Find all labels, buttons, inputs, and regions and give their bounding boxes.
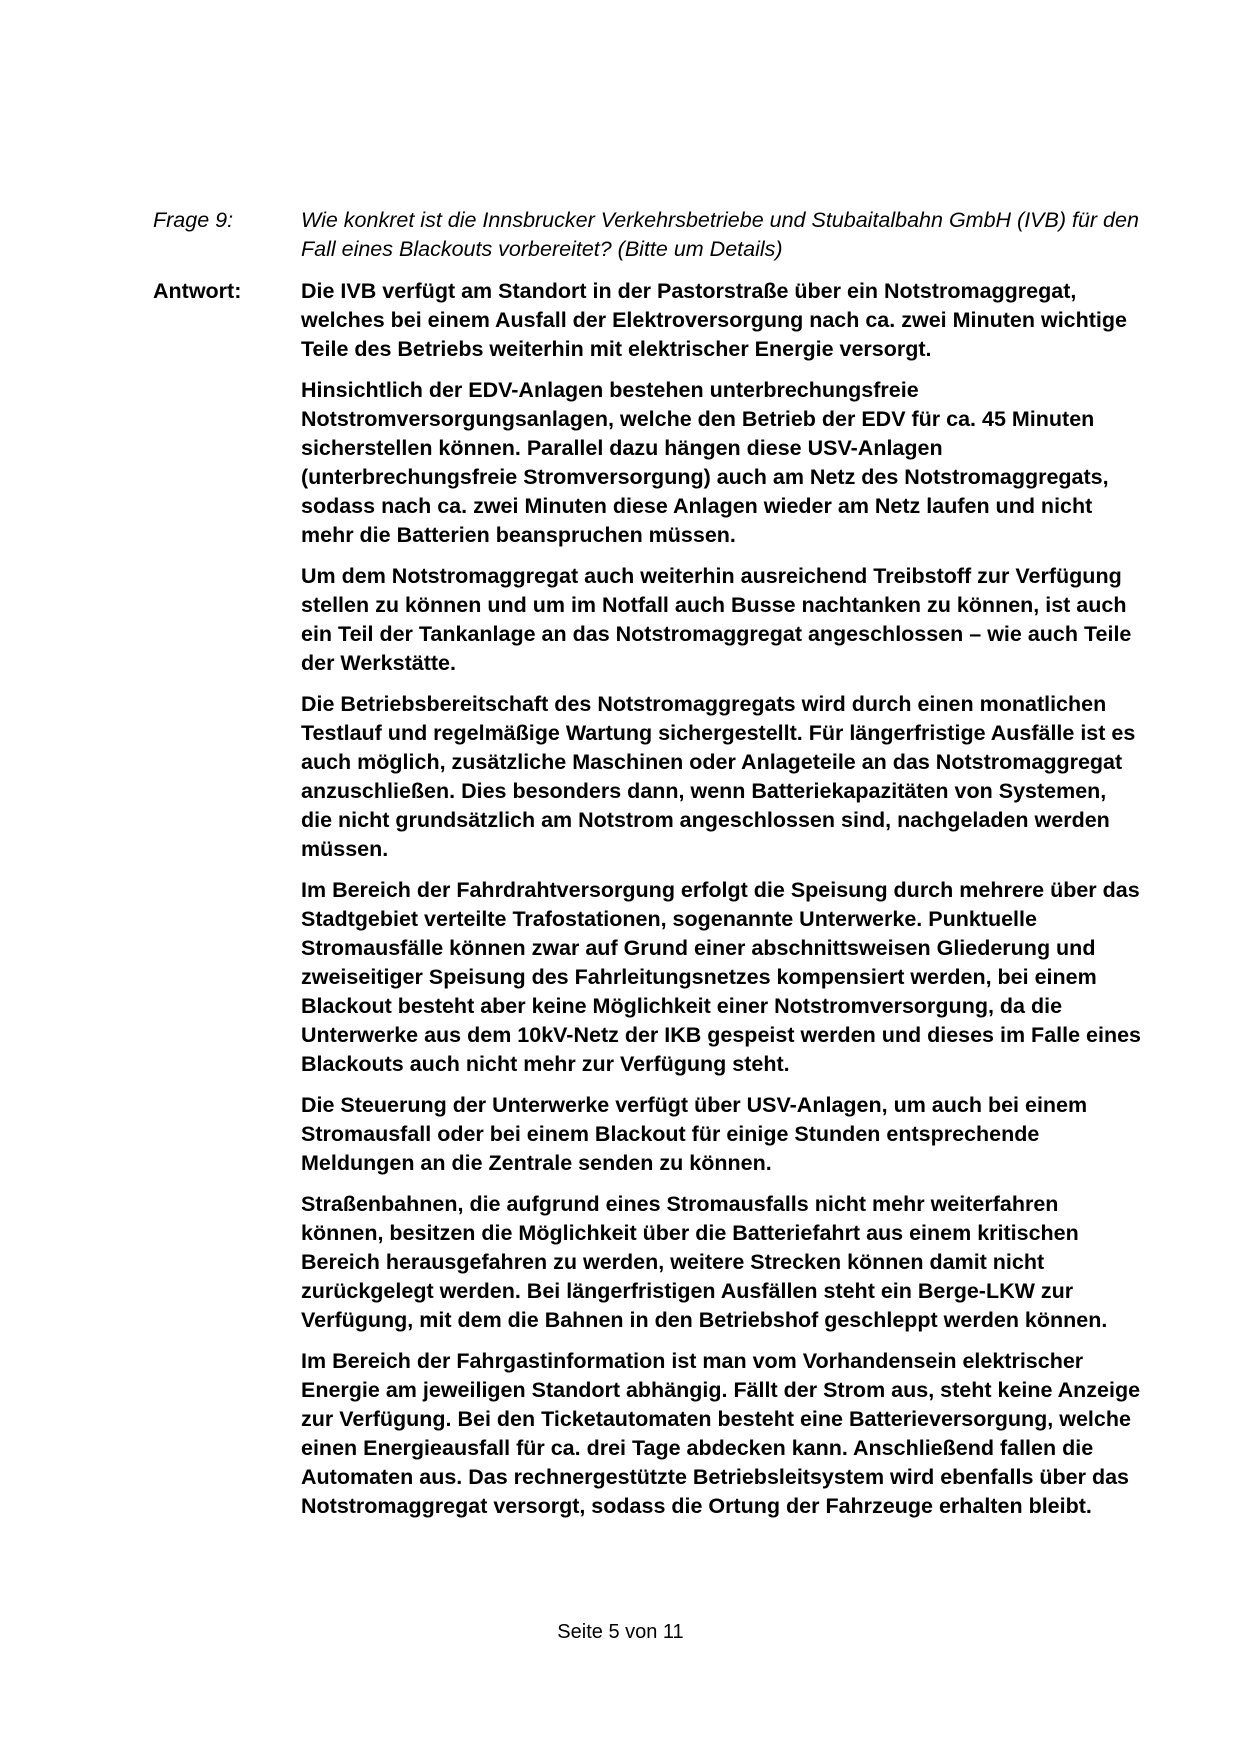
page-number: Seite 5 von 11: [557, 1621, 684, 1643]
answer-paragraph: Hinsichtlich der EDV-Anlagen bestehen unterbrechungsfreie Notstromversorgungsanlagen, welche den Betrieb der EDV für ca. 45 Minuten sicherstellen können. Parallel dazu hängen diese USV-Anlagen (unterbrechungsfreie Stromversorgung) auch am Netz des Notstromaggregats, sodass nach ca. zwei Minuten diese Anlagen wieder am Netz laufen und nicht mehr die Batterien beanspruchen müssen.: [301, 378, 1109, 547]
answer-body: [301, 277, 1143, 1533]
answer-paragraph: Die IVB verfügt am Standort in der Pastorstraße über ein Notstromaggregat, welches bei einem Ausfall der Elektroversorgung nach ca. zwei Minuten wichtige Teile des Betriebs weiterhin mit elektrischer Energie versorgt.: [301, 279, 1127, 361]
question-text: Wie konkret ist die Innsbrucker Verkehrsbetriebe und Stubaitalbahn GmbH (IVB) für den Fall eines Blackouts vorbereitet? (Bitte um Details): [301, 208, 1139, 261]
answer-paragraph: Die Betriebsbereitschaft des Notstromaggregats wird durch einen monatlichen Testlauf und regelmäßige Wartung sichergestellt. Für längerfristige Ausfälle ist es auch möglich, zusätzliche Maschinen oder Anlageteile an das Notstromaggregat anzuschließen. Dies besonders dann, wenn Batteriekapazitäten von Systemen, die nicht grundsätzlich am Notstrom angeschlossen sind, nachgeladen werden müssen.: [301, 692, 1136, 861]
question-label: Frage 9:: [153, 208, 234, 232]
answer-paragraph: Um dem Notstromaggregat auch weiterhin ausreichend Treibstoff zur Verfügung stellen zu können und um im Notfall auch Busse nachtanken zu können, ist auch ein Teil der Tankanlage an das Notstromaggregat angeschlossen – wie auch Teile der Werkstätte.: [301, 564, 1132, 675]
answer-paragraph: Straßenbahnen, die aufgrund eines Stromausfalls nicht mehr weiterfahren können, besitzen die Möglichkeit über die Batteriefahrt aus einem kritischen Bereich herausgefahren zu werden, weitere Strecken können damit nicht zurückgelegt werden. Bei längerfristigen Ausfällen steht ein Berge-LKW zur Verfügung, mit dem die Bahnen in den Betriebshof geschleppt werden können.: [301, 1192, 1108, 1332]
answer-paragraph: Die Steuerung der Unterwerke verfügt über USV-Anlagen, um auch bei einem Stromausfall oder bei einem Blackout für einige Stunden entsprechende Meldungen an die Zentrale senden zu können.: [301, 1093, 1088, 1175]
answer-paragraph: Im Bereich der Fahrdrahtversorgung erfolgt die Speisung durch mehrere über das Stadtgebiet verteilte Trafostationen, sogenannte Unterwerke. Punktuelle Stromausfälle können zwar auf Grund einer abschnittsweisen Gliederung und zweiseitiger Speisung des Fahrleitungsnetzes kompensiert werden, bei einem Blackout besteht aber keine Möglichkeit einer Notstromversorgung, da die Unterwerke aus dem 10kV-Netz der IKB gespeist werden und dieses im Falle eines Blackouts auch nicht mehr zur Verfügung steht.: [301, 878, 1142, 1076]
answer-label: Antwort:: [153, 279, 242, 303]
answer-paragraph: Im Bereich der Fahrgastinformation ist man vom Vorhandensein elektrischer Energie am jeweiligen Standort abhängig. Fällt der Strom aus, steht keine Anzeige zur Verfügung. Bei den Ticketautomaten besteht eine Batterieversorgung, welche einen Energieausfall für ca. drei Tage abdecken kann. Anschließend fallen die Automaten aus. Das rechnergestützte Betriebsleitsystem wird ebenfalls über das Notstromaggregat versorgt, sodass die Ortung der Fahrzeuge erhalten bleibt.: [301, 1349, 1141, 1518]
